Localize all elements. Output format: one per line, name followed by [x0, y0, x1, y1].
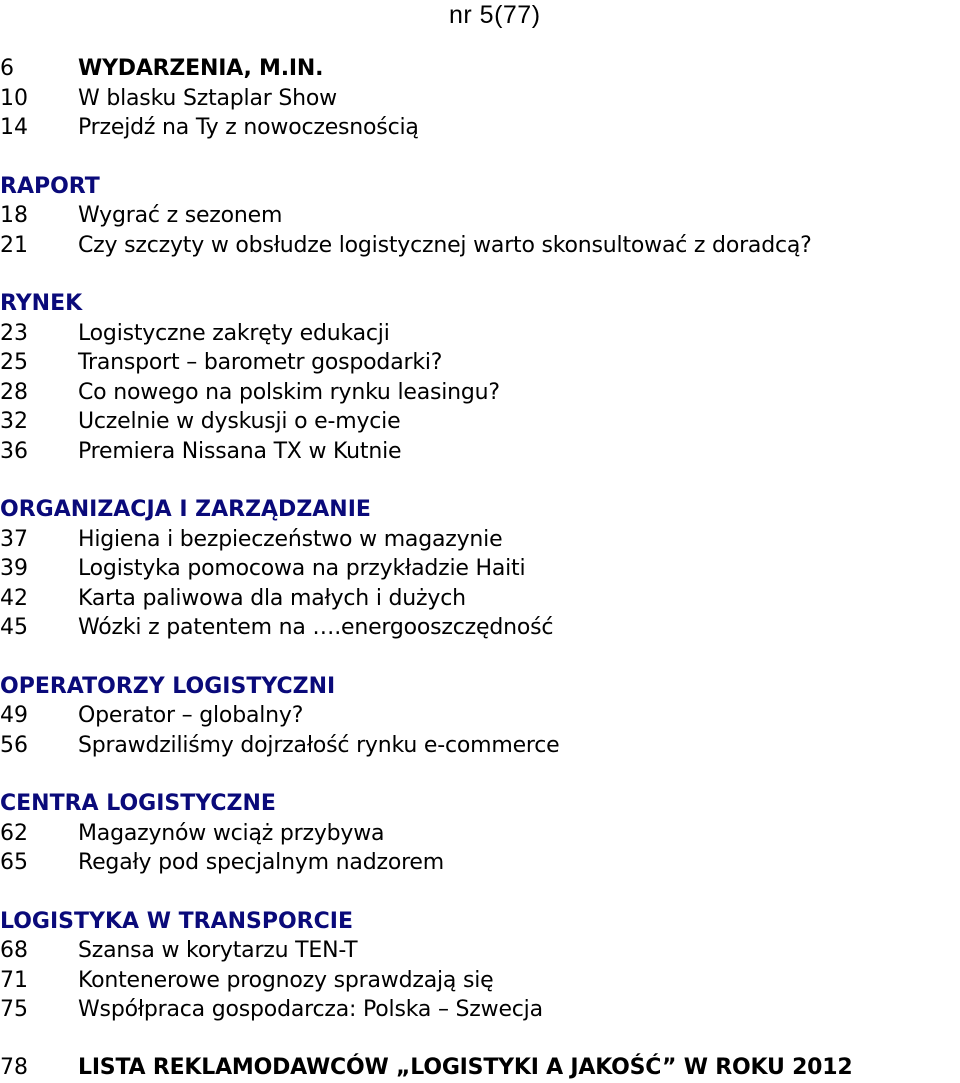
entry-title: Operator – globalny?: [78, 703, 304, 728]
page-number: 36: [0, 438, 28, 464]
entry-title: Logistyczne zakręty edukacji: [78, 320, 390, 346]
toc-entry[interactable]: [0, 201, 960, 231]
toc-entry[interactable]: [0, 584, 960, 614]
issue-number: nr 5(77): [449, 1, 541, 29]
toc-entry[interactable]: [0, 848, 960, 878]
section-heading: CENTRA LOGISTYCZNE: [0, 791, 276, 816]
section-heading: ORGANIZACJA I ZARZĄDZANIE: [0, 497, 371, 522]
entry-title: Uczelnie w dyskusji o e-mycie: [78, 409, 401, 434]
toc-entry[interactable]: [0, 995, 960, 1025]
toc-entry[interactable]: [0, 613, 960, 643]
toc-entry[interactable]: [0, 936, 960, 966]
page-number: 75: [0, 997, 28, 1022]
toc-entry[interactable]: [0, 84, 960, 114]
entry-title: Przejdź na Ty z nowoczesnością: [78, 115, 419, 140]
section-heading: LOGISTYKA W TRANSPORCIE: [0, 908, 353, 934]
entry-title: Wózki z patentem na ….energooszczędność: [78, 615, 554, 640]
toc-entry[interactable]: [0, 701, 960, 731]
page-number: 65: [0, 850, 28, 875]
page-number: 39: [0, 556, 28, 581]
toc-entry[interactable]: [0, 525, 960, 555]
entry-title: Szansa w korytarzu TEN-T: [78, 938, 358, 963]
toc-entry[interactable]: [0, 731, 960, 761]
page-number: 18: [0, 203, 28, 228]
section-heading: RAPORT: [0, 173, 100, 199]
toc-entry-advertisers[interactable]: [0, 1053, 853, 1082]
page-number: 56: [0, 732, 28, 758]
entry-title: Karta paliwowa dla małych i dużych: [78, 585, 466, 611]
entry-title: Higiena i bezpieczeństwo w magazynie: [78, 526, 503, 552]
entry-title: Wygrać z sezonem: [78, 203, 283, 228]
page-number: 78: [0, 1055, 28, 1080]
entry-title: Logistyka pomocowa na przykładzie Haiti: [78, 556, 526, 581]
toc-entry[interactable]: [0, 554, 960, 584]
toc-entry[interactable]: [0, 437, 960, 467]
toc-entry[interactable]: [0, 54, 960, 84]
entry-title: Regały pod specjalnym nadzorem: [78, 850, 445, 875]
page-number: 62: [0, 820, 28, 846]
toc-entry[interactable]: [0, 231, 960, 261]
page-number: 37: [0, 526, 28, 552]
page-number: 23: [0, 320, 28, 346]
page-number: 49: [0, 703, 28, 728]
entry-title: WYDARZENIA, M.IN.: [78, 56, 324, 81]
entry-title: Czy szczyty w obsłudze logistycznej warto skonsultować z doradcą?: [78, 232, 812, 258]
entry-title: Magazynów wciąż przybywa: [78, 820, 385, 846]
page-number: 32: [0, 409, 28, 434]
entry-title: Premiera Nissana TX w Kutnie: [78, 438, 402, 464]
toc-entry[interactable]: [0, 113, 960, 143]
table-of-contents: [0, 54, 960, 1025]
section-heading: RYNEK: [0, 291, 83, 316]
toc-entry[interactable]: [0, 966, 960, 996]
entry-title: Co nowego na polskim rynku leasingu?: [78, 379, 500, 405]
page-number: 14: [0, 115, 28, 140]
page-number: 25: [0, 350, 28, 375]
page-number: 42: [0, 585, 28, 611]
page-number: 10: [0, 85, 28, 111]
section-heading: OPERATORZY LOGISTYCZNI: [0, 673, 336, 699]
toc-entry[interactable]: [0, 407, 960, 437]
page-number: 28: [0, 379, 28, 405]
toc-entry[interactable]: [0, 319, 960, 349]
entry-title: Sprawdziliśmy dojrzałość rynku e-commerce: [78, 732, 560, 758]
page-number: 68: [0, 938, 28, 963]
entry-title: Kontenerowe prognozy sprawdzają się: [78, 967, 494, 993]
entry-title: LISTA REKLAMODAWCÓW „LOGISTYKI A JAKOŚĆ” W ROKU 2012: [78, 1055, 853, 1080]
toc-entry[interactable]: [0, 348, 960, 378]
page-number: 71: [0, 967, 28, 993]
page-number: 6: [0, 56, 14, 81]
entry-title: Transport – barometr gospodarki?: [78, 350, 443, 375]
page-number: 45: [0, 615, 28, 640]
toc-entry[interactable]: [0, 819, 960, 849]
entry-title: Współpraca gospodarcza: Polska – Szwecja: [78, 997, 543, 1022]
page-number: 21: [0, 232, 28, 258]
toc-entry[interactable]: [0, 378, 960, 408]
entry-title: W blasku Sztaplar Show: [78, 85, 337, 111]
